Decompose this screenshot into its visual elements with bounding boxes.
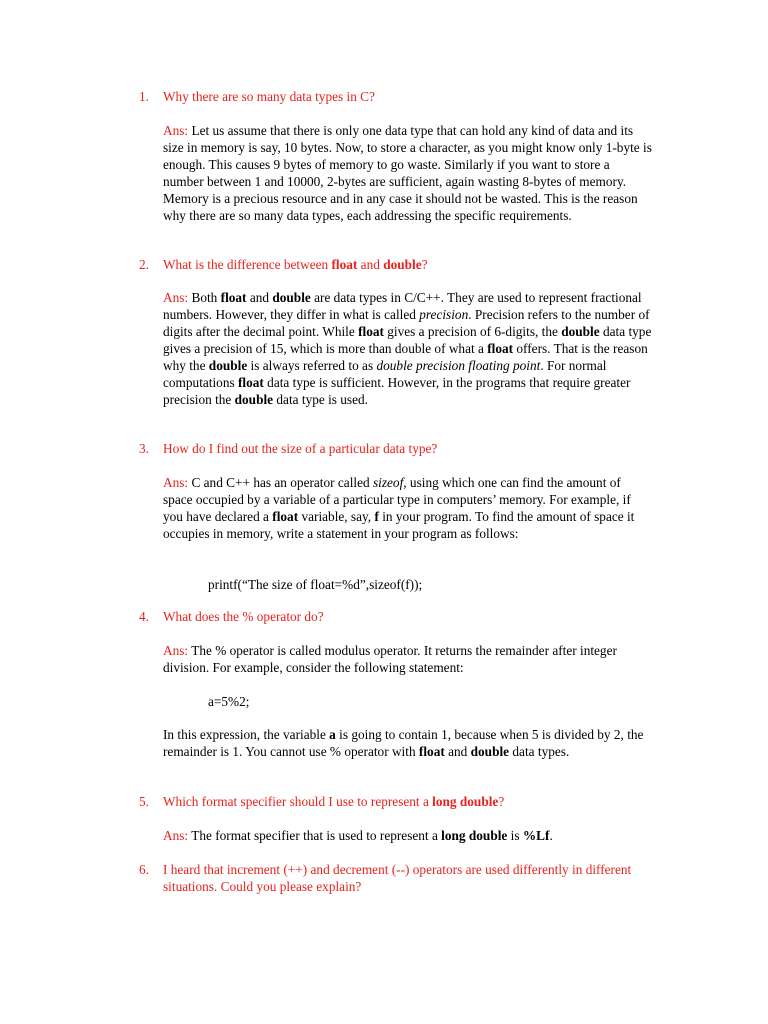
answer-text: data type gives a precision of 15, which is more than double of what a	[163, 324, 652, 356]
answer-text: The format specifier that is used to represent a	[188, 828, 442, 843]
question-1	[139, 88, 663, 105]
question-text: How do I find out the size of a particular data type?	[163, 441, 438, 456]
answer-3	[163, 474, 653, 542]
answer-text: and	[246, 290, 273, 305]
answer-text: In this expression, the variable	[163, 727, 330, 742]
ans-label: Ans:	[163, 828, 189, 843]
question-number: 3.	[139, 441, 149, 456]
answer-text: data type is sufficient. However, in the programs that require greater precision the	[163, 375, 631, 407]
term-float: float	[237, 375, 264, 390]
question-text: What does the % operator do?	[163, 609, 324, 624]
answer-2	[163, 289, 653, 408]
question-text: What is the difference between	[163, 257, 332, 272]
answer-text: C and C++ has an operator called	[188, 475, 373, 490]
answer-text: are data types in C/C++. They are used to represent fractional numbers. However, they differ in what is called	[163, 290, 642, 322]
answer-text: .	[549, 828, 553, 843]
answer-1	[163, 122, 653, 224]
term-double: double	[383, 257, 422, 272]
answer-text: . For normal computations	[163, 358, 607, 390]
question-number: 4.	[139, 609, 149, 624]
answer-text: in your program. To find the amount of space it occupies in memory, write a statement in your program as follows:	[163, 509, 635, 541]
term-float: float	[358, 324, 384, 339]
term-float: float	[331, 257, 358, 272]
ans-label: Ans:	[163, 643, 189, 658]
question-number: 5.	[139, 794, 149, 809]
answer-text: and	[444, 744, 471, 759]
answer-text: . Precision refers to the number of digits after the decimal point. While	[163, 307, 650, 339]
answer-text: Let us assume that there is only one data type that can hold any kind of data and its size in memory is say, 10 bytes. Now, to store a character, as you might know only 1-byte is enough. This causes 9 bytes of memory to go waste. Similarly if you want to store a number between 1 and 10000, 2-bytes are sufficient, again wasting 8-bytes of memory. Memory is a precious resource and in any case it should not be wasted. This is the reason why there are so many data types, each addressing the specific requirements.	[163, 123, 652, 223]
answer-text: offers. That is the reason why the	[163, 341, 648, 373]
code-modulus: a=5%2;	[208, 694, 250, 709]
term-float: float	[418, 744, 445, 759]
term-long-double: long double	[441, 828, 508, 843]
answer-text: is always referred to as	[247, 358, 377, 373]
question-text-mid: and	[357, 257, 384, 272]
answer-4-continued	[163, 726, 653, 760]
answer-text: Both	[188, 290, 221, 305]
answer-text: data types.	[509, 744, 570, 759]
question-text: I heard that increment (++) and decrement (--) operators are used differently in different situations. Could you please explain?	[163, 862, 632, 894]
answer-4	[163, 642, 653, 676]
term-double: double	[561, 324, 600, 339]
question-text: Which format specifier should I use to represent a	[163, 794, 433, 809]
term-float: float	[220, 290, 247, 305]
question-text-end: ?	[421, 257, 428, 272]
term-format-lf: %Lf	[522, 828, 550, 843]
question-number: 6.	[139, 862, 149, 877]
ans-label: Ans:	[163, 290, 189, 305]
term-a: a	[329, 727, 336, 742]
term-float: float	[487, 341, 514, 356]
term-float: float	[272, 509, 299, 524]
question-number: 1.	[139, 89, 149, 104]
answer-text: is	[507, 828, 523, 843]
ans-label: Ans:	[163, 475, 189, 490]
term-double-precision: double precision floating point	[376, 358, 541, 373]
term-sizeof: sizeof	[372, 475, 404, 490]
question-4	[139, 608, 663, 625]
answer-text: gives a precision of 6-digits, the	[383, 324, 562, 339]
question-text-end: ?	[498, 794, 505, 809]
term-double: double	[470, 744, 510, 759]
term-double: double	[234, 392, 274, 407]
question-text: Why there are so many data types in C?	[163, 89, 375, 104]
term-long-double: long double	[432, 794, 499, 809]
question-3	[139, 440, 663, 457]
ans-label: Ans:	[163, 123, 189, 138]
question-number: 2.	[139, 257, 149, 272]
answer-text: variable, say,	[298, 509, 375, 524]
term-double: double	[272, 290, 311, 305]
question-2	[139, 256, 663, 273]
answer-5	[163, 827, 653, 844]
question-5	[139, 793, 663, 810]
answer-text: data type is used.	[273, 392, 368, 407]
answer-text: is going to contain 1, because when 5 is divided by 2, the remainder is 1. You cannot use % operator with	[163, 727, 644, 759]
answer-text: The % operator is called modulus operator. It returns the remainder after integer division. For example, consider the following statement:	[163, 643, 617, 675]
answer-text: , using which one can find the amount of space occupied by a variable of a particular type in computers’ memory. For example, if you have declared a	[163, 475, 631, 524]
term-f: f	[374, 509, 379, 524]
code-sizeof: printf(“The size of float=%d”,sizeof(f));	[208, 577, 423, 592]
question-6	[139, 861, 663, 895]
term-double: double	[208, 358, 248, 373]
term-precision: precision	[419, 307, 469, 322]
